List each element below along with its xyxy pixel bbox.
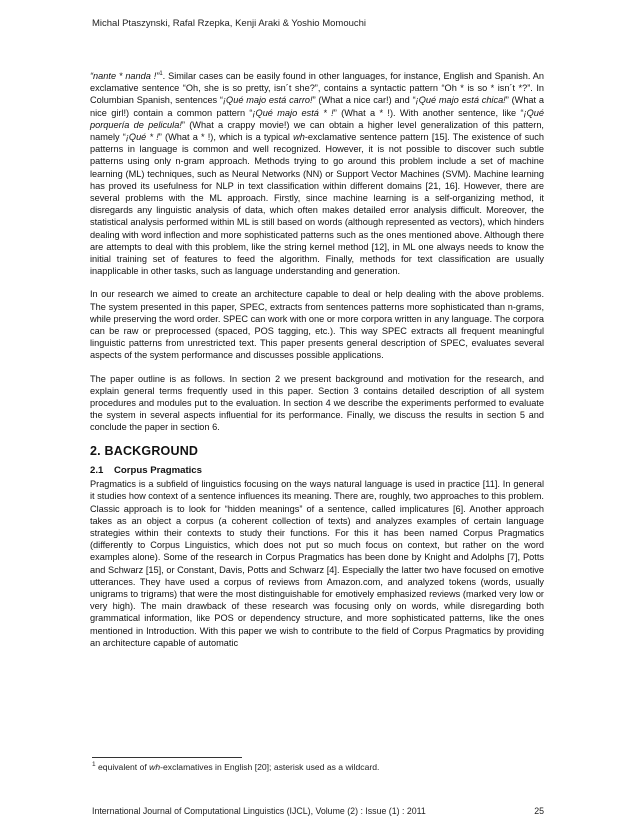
intro-paragraph-3: The paper outline is as follows. In section 2 we present background and motivation for the research, and explain general terms frequently used in this paper. Section 3 contains detailed description of all system procedures and modules put to the evaluation. In section 4 we describe the experiments performed to evaluate the system in several aspects influential for its performance. Finally, we discuss the results in section 5 and conclude the paper in section 6. (90, 373, 544, 433)
intro-paragraph-1: “nante * nanda !”$^1$. Similar cases can be easily found in other languages, for instance, English and Spanish. An exclamative sentence “Oh, she is so pretty, isn´t she?”, contains a syntactic pattern “Oh * is so * isn´t *?”. In Columbian Spanish, sentences “¡Qué majo está carro!” (What a nice car!) and “¡Qué majo está chica!” (What a nice girl!) contain a common pattern “¡Qué majo está * !” (What a * !). With another sentence, like “¡Qué porquería de pelicula!” (What a crappy movie!) we can obtain a higher level generalization of this pattern, namely “¡Qué * !” (What a * !), which is a typical wh-exclamative sentence pattern [15]. The existence of such patterns in language is common and well recognized. However, it is not possible to discover such subtle patterns using only n-gram approach. Methods trying to go around this problem include a set of machine learning (ML) techniques, such as Neural Networks (NN) or Support Vector Machines (SVM). Machine learning has proved its usefulness for NLP in text classification within different domains [21, 16]. However, there are several problems with the ML approach. Firstly, since machine learning is a self-organizing method, it disregards any linguistic analysis of data, which often makes detailed error analysis difficult. Moreover, the statistical analysis performed within ML is still based on words (although represented as vectors), which hinders dealing with word inflection and more sophisticated patterns such as the ones mentioned above. Although there are attempts to deal with this problem, like the string kernel method [12], in ML one always needs to know the initial training set of features to feed the algorithm. Finally, methods for text classification are usually inapplicable in other tasks, such as language understanding and generation. (90, 70, 545, 277)
section-heading: 2. BACKGROUND (90, 443, 199, 458)
main-text (90, 70, 544, 660)
footnote: $^1$ equivalent of wh-exclamatives in English [20]; asterisk used as a wildcard. (92, 761, 380, 772)
intro-paragraph-2: In our research we aimed to create an architecture capable to deal or help dealing with the above problems. The system presented in this paper, SPEC, extracts from sentences patterns more sophisticated than n-grams, while preserving the word order. SPEC can work with one or more corpora written in any language. The corpora can be raw or preprocessed (spaced, POS tagging, etc.). This way SPEC extracts all frequent meaningful linguistic patterns from unrestricted text. This paper presents general description of SPEC, evaluates several aspects of the system performance and discusses possible applications. (90, 289, 544, 361)
running-header: Michal Ptaszynski, Rafal Rzepka, Kenji Araki & Yoshio Momouchi (92, 18, 367, 29)
subsection-heading (90, 465, 544, 477)
subsection-title: Corpus Pragmatics (114, 464, 202, 476)
subsection-number: 2.1 (90, 464, 104, 476)
running-footer (92, 806, 544, 816)
journal-citation: International Journal of Computational Linguistics (IJCL), Volume (2) : Issue (1) : 2011 (92, 806, 426, 816)
subsection-paragraph: Pragmatics is a subfield of linguistics focusing on the ways natural language is used in practice [11]. In general it studies how context of a sentence influences its meaning. There are, roughly, two approaches to this problem. Classic approach is to look for “hidden meanings” of a sentence, called implicatures [6]. Another approach takes as an object a corpus (a coherent collection of texts) and analyzes examples of certain language strategies within their contexts to study their functions. For this it has been named Corpus Pragmatics (differently to Corpus Linguistics, which does not put so much focus on context, but rather on the word examples alone). Some of the research in Corpus Pragmatics has been done by Knight and Adolphs [7], Potts and Schwarz [15], or Constant, Davis, Potts and Schwarz [4]. Especially the latter two have focused on emotive utterances. They have used a corpus of reviews from Amazon.com, and analyzed tokens (words, usually unigrams to trigrams) that were the most distinguishable for emotively emphasized reviews (marked very low or very high). The main drawback of these research was focusing only on words, while disregarding both grammatical information, like POS or dependency structure, and more sophisticated patterns, like the ones mentioned in Introduction. With this paper we wish to contribute to the field of Corpus Pragmatics by providing an architecture capable of automatic (90, 479, 544, 648)
page-number: 25 (534, 806, 544, 816)
footnote-divider (92, 757, 242, 758)
